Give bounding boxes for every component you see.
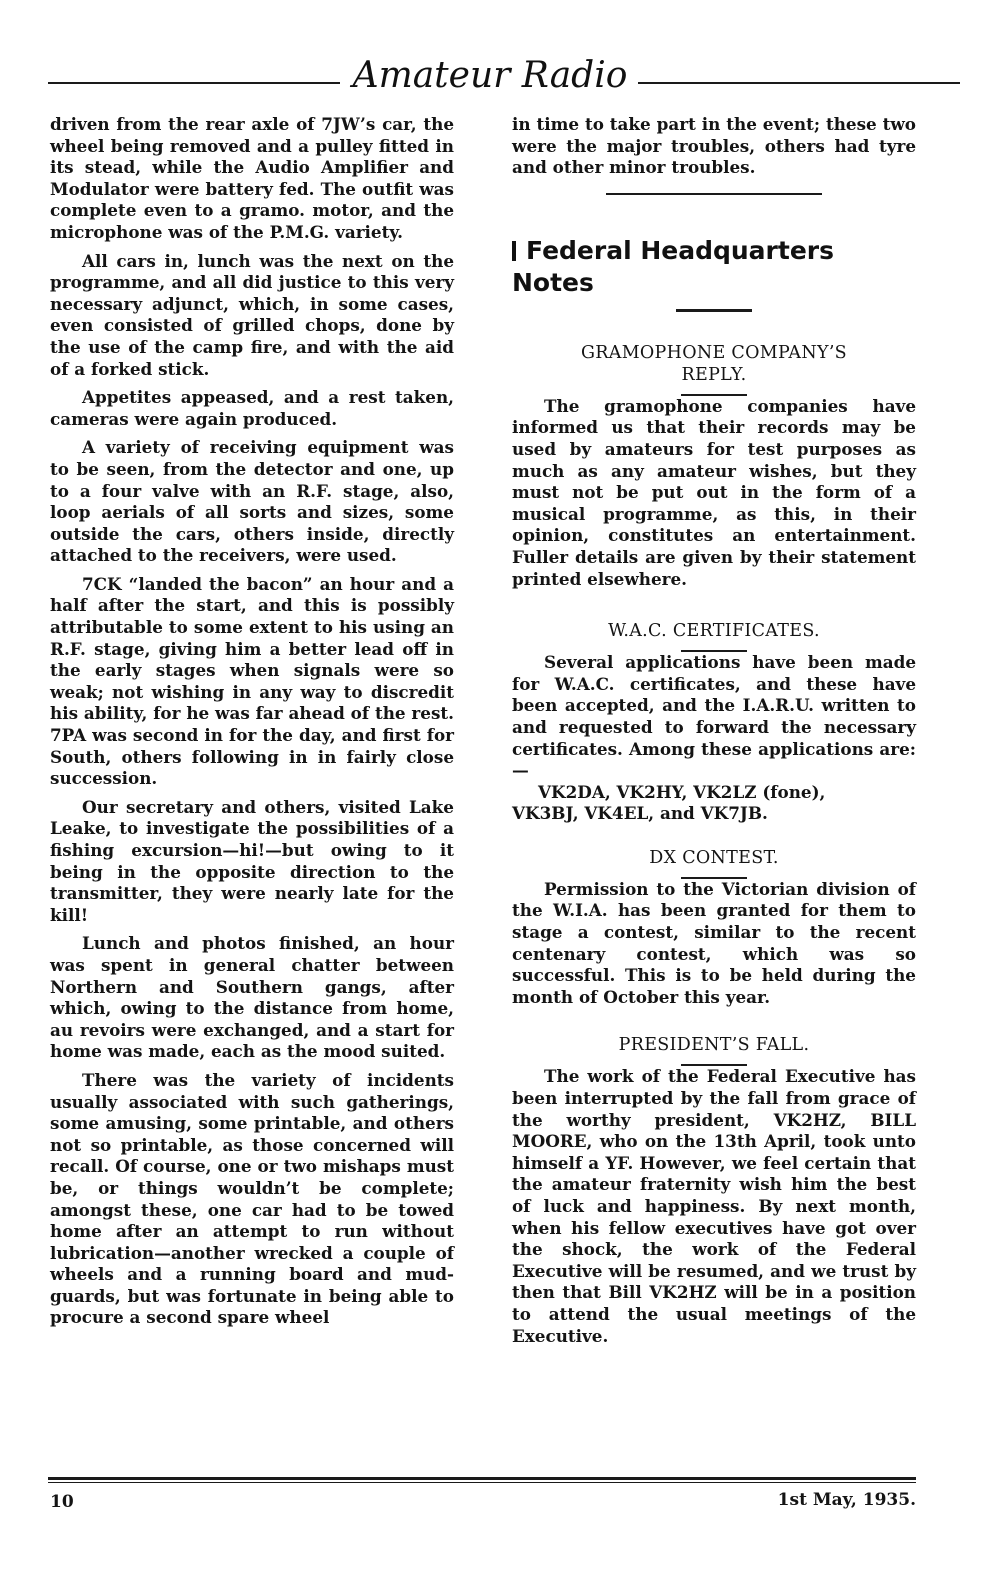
- left-paragraph-7: Lunch and photos finished, an hour was spent in general chatter between Northern and Southern gangs, after which, owing to the distance from home, au revoirs were exchanged, and a start for home was made, each as the mood suited.: [50, 933, 454, 1062]
- masthead-title: Amateur Radio: [352, 55, 628, 96]
- masthead-rule-right: [638, 82, 960, 84]
- wac-heading: W.A.C. CERTIFICATES.: [608, 621, 820, 642]
- gramophone-heading: [512, 342, 916, 386]
- right-column: [512, 114, 916, 1347]
- section-title: [512, 235, 916, 299]
- footer-rule-thin: [48, 1482, 916, 1483]
- wac-body: Several applications have been made for W.A.C. certificates, and these have been accepted, and the I.A.R.U. written to and requested to forward the necessary certificates. Among these applications are:—: [512, 652, 916, 781]
- issue-date: 1st May, 1935.: [777, 1490, 916, 1510]
- masthead: [48, 54, 960, 102]
- left-paragraph-5: 7CK “landed the bacon” an hour and a half after the start, and this is possibly attributable to some extent to his using an R.F. stage, giving him a better lead off in the early stages when signals were so weak; not wishing in any way to discredit his ability, for he was far ahead of the rest. 7PA was second in for the day, and first for South, others following in in fairly close succession.: [50, 573, 454, 789]
- left-paragraph-4: A variety of receiving equipment was to be seen, from the detector and one, up to a four valve with an R.F. stage, also, loop aerials of all sorts and sizes, some outside the cars, others inside, directly attached to the receivers, were used.: [50, 437, 454, 566]
- wac-callsigns-line2: VK3BJ, VK4EL, and VK7JB.: [512, 803, 768, 824]
- section-title-text: Federal Headquarters Notes: [512, 235, 834, 297]
- continuation-paragraph: in time to take part in the event; these two were the major troubles, others had tyre and other minor troubles.: [512, 114, 916, 178]
- president-body: The work of the Federal Executive has been interrupted by the fall from grace of the worthy president, VK2HZ, BILL MOORE, who on the 13th April, took unto himself a YF. However, we feel certain that the amateur fraternity wish him the best of luck and happiness. By next month, when his fellow executives have got over the shock, the work of the Federal Executive will be resumed, and we trust by then that Bill VK2HZ will be in a position to attend the usual meetings of the Executive.: [512, 1066, 916, 1346]
- left-paragraph-3: Appetites appeased, and a rest taken, cameras were again produced.: [50, 387, 454, 429]
- gramophone-heading-line2: REPLY.: [681, 364, 747, 385]
- wac-callsigns-line1: VK2DA, VK2HY, VK2LZ (fone),: [538, 781, 826, 802]
- section-divider: [606, 193, 822, 195]
- left-paragraph-1: driven from the rear axle of 7JW’s car, the wheel being removed and a pulley fitted in its stead, while the Audio Amplifier and Modulator were battery fed. The outfit was complete even to a gramo. motor, and the microphone was of the P.M.G. variety.: [50, 114, 454, 242]
- left-paragraph-6: Our secretary and others, visited Lake Leake, to investigate the possibilities of a fishing excursion—hi!—but owing to it being in the opposite direction to the transmitter, they were nearly late for the kill!: [50, 796, 454, 925]
- left-paragraph-2: All cars in, lunch was the next on the programme, and all did justice to this very necessary adjunct, which, in some cases, even consisted of grilled chops, done by the use of the camp fire, and with the aid of a forked stick.: [50, 250, 454, 379]
- gramophone-heading-line1: GRAMOPHONE COMPANY’S: [581, 342, 847, 363]
- dx-body: Permission to the Victorian division of the W.I.A. has been granted for them to stage a contest, similar to the recent centenary contest, which was so successful. This is to be held during the month of October this year.: [512, 878, 916, 1007]
- section-title-rule: [676, 309, 752, 312]
- masthead-rule-left: [48, 82, 340, 84]
- page-number: 10: [50, 1492, 74, 1512]
- president-heading: PRESIDENT’S FALL.: [618, 1035, 810, 1056]
- title-mark-icon: [512, 241, 516, 261]
- left-paragraph-8: There was the variety of incidents usually associated with such gatherings, some amusing, some printable, and others not so printable, as those concerned will recall. Of course, one or two mishaps must be, or things wouldn’t be complete; amongst these, one car had to be towed home after an attempt to run without lubrication—another wrecked a couple of wheels and a running board and mudguards, but was fortunate in being able to procure a second spare wheel: [50, 1069, 454, 1328]
- dx-heading: DX CONTEST.: [649, 847, 779, 868]
- footer-rule: [48, 1477, 916, 1480]
- gramophone-body: The gramophone companies have informed us that their records may be used by amateurs for test purposes as much as any amateur wishes, but they must not be put out in the form of a musical programme, as this, in their opinion, constitutes an entertainment. Fuller details are given by their statement printed elsewhere.: [512, 395, 916, 589]
- left-column: [50, 114, 454, 1336]
